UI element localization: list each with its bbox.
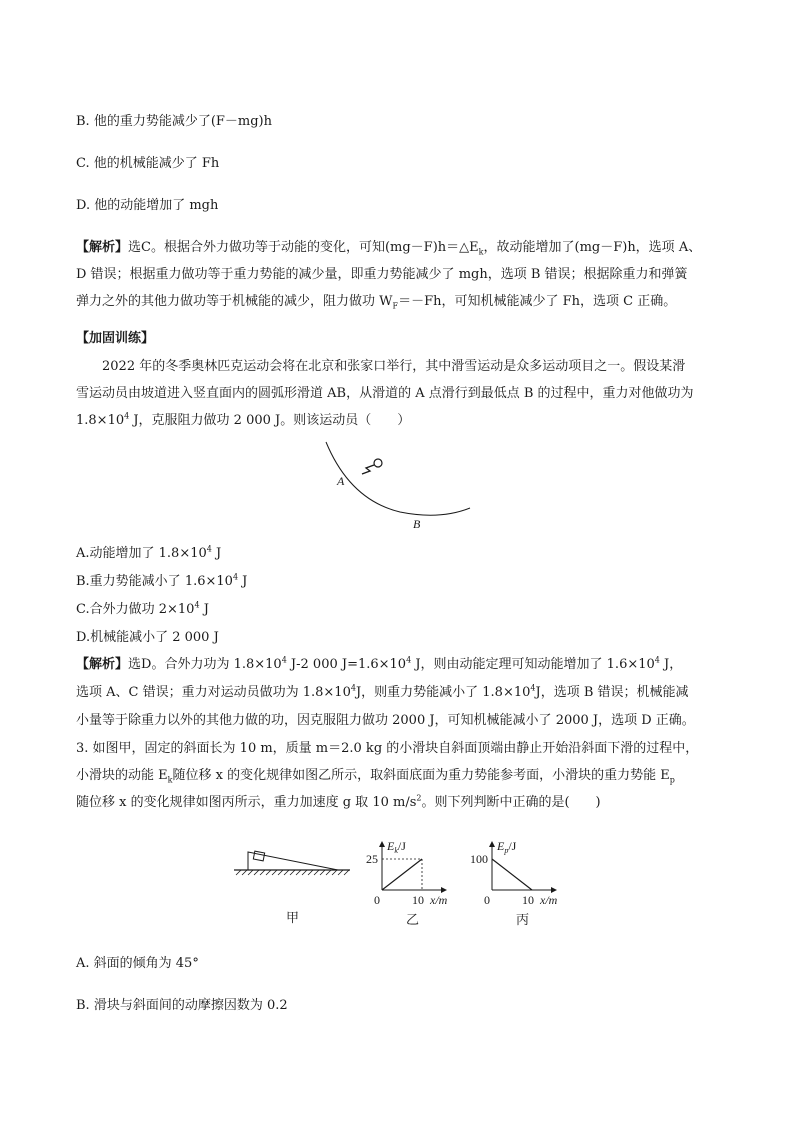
q3-option-b: B. 滑块与斜面间的动摩擦因数为 0.2 xyxy=(76,998,288,1013)
q2-analysis-line3: 小量等于除重力以外的其他力做的功，因克服阻力做功 2000 J，可知机械能减小了 2000 J，选项 D 正确。 xyxy=(76,713,695,728)
ep-graph xyxy=(462,838,580,930)
label-b: B xyxy=(413,517,421,531)
q1-analysis-label: 【解析】 xyxy=(76,240,129,255)
q2-an1b: J-2 000 J=1.6×10 xyxy=(286,657,407,672)
ek-data-line xyxy=(382,859,422,890)
q3-stem-line3 xyxy=(76,794,601,812)
q2-analysis-line1 xyxy=(76,656,682,674)
q2-opt-c-sup: 4 xyxy=(194,600,200,610)
q2-opt-a-2: J xyxy=(211,546,222,561)
q2-heading-text: 【加固训练】 xyxy=(76,331,155,346)
q1-option-c: C. 他的机械能减少了 Fh xyxy=(76,156,220,171)
label-bing: 丙 xyxy=(516,912,530,927)
q2-option-b xyxy=(76,573,247,591)
q3-s3a: 随位移 x 的变化规律如图丙所示，重力加速度 g 取 10 m/s xyxy=(76,795,417,810)
q1-option-d: D. 他的动能增加了 mgh xyxy=(76,198,219,213)
q1-analysis-text3b: ＝－Fh，可知机械能减少了 Fh，选项 C 正确。 xyxy=(398,294,677,309)
ek-ylabel: $E_k/J$ xyxy=(387,839,406,855)
ek-x-tick: 10 xyxy=(412,893,424,907)
q3-stem-line1: 3. 如图甲，固定的斜面长为 10 m，质量 m＝2.0 kg 的小滑块自斜面顶端由静止开始沿斜面下滑的过程中， xyxy=(76,741,699,756)
q2-an1d: J， xyxy=(659,657,683,672)
q2-an1-sup3: 4 xyxy=(654,655,660,665)
ek-y-tick: 25 xyxy=(366,852,378,866)
q2-an2-sup2: 4 xyxy=(530,683,536,693)
q1-sub-k: k xyxy=(478,247,484,257)
block xyxy=(253,851,264,861)
ek-graph xyxy=(354,838,474,930)
q2-stem-line3 xyxy=(76,412,410,430)
ep-origin: 0 xyxy=(484,893,490,907)
q1-analysis-line3 xyxy=(76,293,676,311)
q3-s2-sub2: p xyxy=(669,775,675,785)
q3-s2-sub1: k xyxy=(167,775,173,785)
q2-an1-sup1: 4 xyxy=(281,655,287,665)
q2-opt-b-1: B.重力势能减小了 1.6×10 xyxy=(76,574,233,589)
q2-opt-b-2: J xyxy=(238,574,248,589)
q1-analysis-tail1: ，故动能增加了(mg－F)h，选项 A、 xyxy=(483,240,702,255)
label-jia: 甲 xyxy=(286,910,300,925)
q2-an1-sup2: 4 xyxy=(406,655,412,665)
ep-ylabel: $E_p/J$ xyxy=(497,839,517,855)
q2-opt-c-2: J xyxy=(199,602,209,617)
q3-option-a: A. 斜面的倾角为 45° xyxy=(76,956,199,971)
q2-an2b: J，则重力势能减小了 1.8×10 xyxy=(355,685,531,700)
q2-an2-sup1: 4 xyxy=(350,683,356,693)
q2-stem3b: J，克服阻力做功 2 000 J。则该运动员（ ） xyxy=(129,413,411,428)
q2-opt-a-1: A.动能增加了 1.8×10 xyxy=(76,546,207,561)
incline-triangle xyxy=(246,850,346,872)
q2-an1c: J，则由动能定理可知动能增加了 1.6×10 xyxy=(411,657,655,672)
q2-analysis-line2 xyxy=(76,684,689,702)
ek-xlabel: x/m xyxy=(430,893,448,907)
q3-s2b: 随位移 x 的变化规律如图乙所示，取斜面底面为重力势能参考面，小滑块的重力势能 E xyxy=(172,768,670,783)
q3-s3-sup: 2 xyxy=(416,793,422,803)
q1-analysis-text3a: 弹力之外的其他力做功等于机械能的减少，阻力做功 W xyxy=(76,294,393,309)
ep-xlabel: x/m xyxy=(540,893,558,907)
q2-stem-line2: 雪运动员由坡道进入竖直面内的圆弧形滑道 AB，从滑道的 A 点滑行到最低点 B 的过程中，重力对他做功为 xyxy=(76,386,694,401)
q2-stem3-sup: 4 xyxy=(124,411,130,421)
q3-s3b: 。则下列判断中正确的是( ) xyxy=(421,795,601,810)
label-a: A xyxy=(337,474,345,488)
q2-option-c xyxy=(76,601,209,619)
arc-track xyxy=(326,442,470,515)
q2-analysis-label: 【解析】 xyxy=(76,657,129,672)
skier-head xyxy=(374,459,382,467)
q2-option-d: D.机械能减小了 2 000 J xyxy=(76,630,219,645)
q2-an2c: J，选项 B 错误；机械能减 xyxy=(535,685,689,700)
q1-sub-f: F xyxy=(392,301,399,311)
ek-origin: 0 xyxy=(374,893,380,907)
q1-analysis-text1: 选C。根据合外力做功等于动能的变化，可知(mg－F)h＝△E xyxy=(128,240,479,255)
q2-stem-line1: 2022 年的冬季奥林匹克运动会将在北京和张家口举行，其中滑雪运动是众多运动项目之一。假设某滑 xyxy=(102,359,686,374)
ski-slope-figure xyxy=(320,438,480,533)
ep-y-tick: 100 xyxy=(470,852,488,866)
q1-option-b: B. 他的重力势能减少了(F－mg)h xyxy=(76,114,273,129)
q1-analysis-line2: D 错误；根据重力做功等于重力势能的减少量，即重力势能减少了 mgh，选项 B 错误；根据除重力和弹簧 xyxy=(76,267,688,282)
q2-opt-a-sup: 4 xyxy=(206,544,212,554)
label-yi: 乙 xyxy=(406,912,420,927)
q2-option-a xyxy=(76,545,221,563)
q2-an2a: 选项 A、C 错误；重力对运动员做功为 1.8×10 xyxy=(76,685,351,700)
q2-opt-b-sup: 4 xyxy=(232,572,239,582)
q3-stem-line2 xyxy=(76,767,675,785)
ep-data-line xyxy=(492,859,532,890)
q2-stem3a: 1.8×10 xyxy=(76,413,125,428)
q2-heading xyxy=(76,330,154,348)
q3-s2a: 小滑块的动能 E xyxy=(76,768,168,783)
q2-an1a: 选D。合外力功为 1.8×10 xyxy=(128,657,282,672)
q1-analysis-line1 xyxy=(76,239,701,257)
skier-body xyxy=(362,465,374,474)
q2-opt-c-1: C.合外力做功 2×10 xyxy=(76,602,195,617)
ep-x-tick: 10 xyxy=(522,893,534,907)
